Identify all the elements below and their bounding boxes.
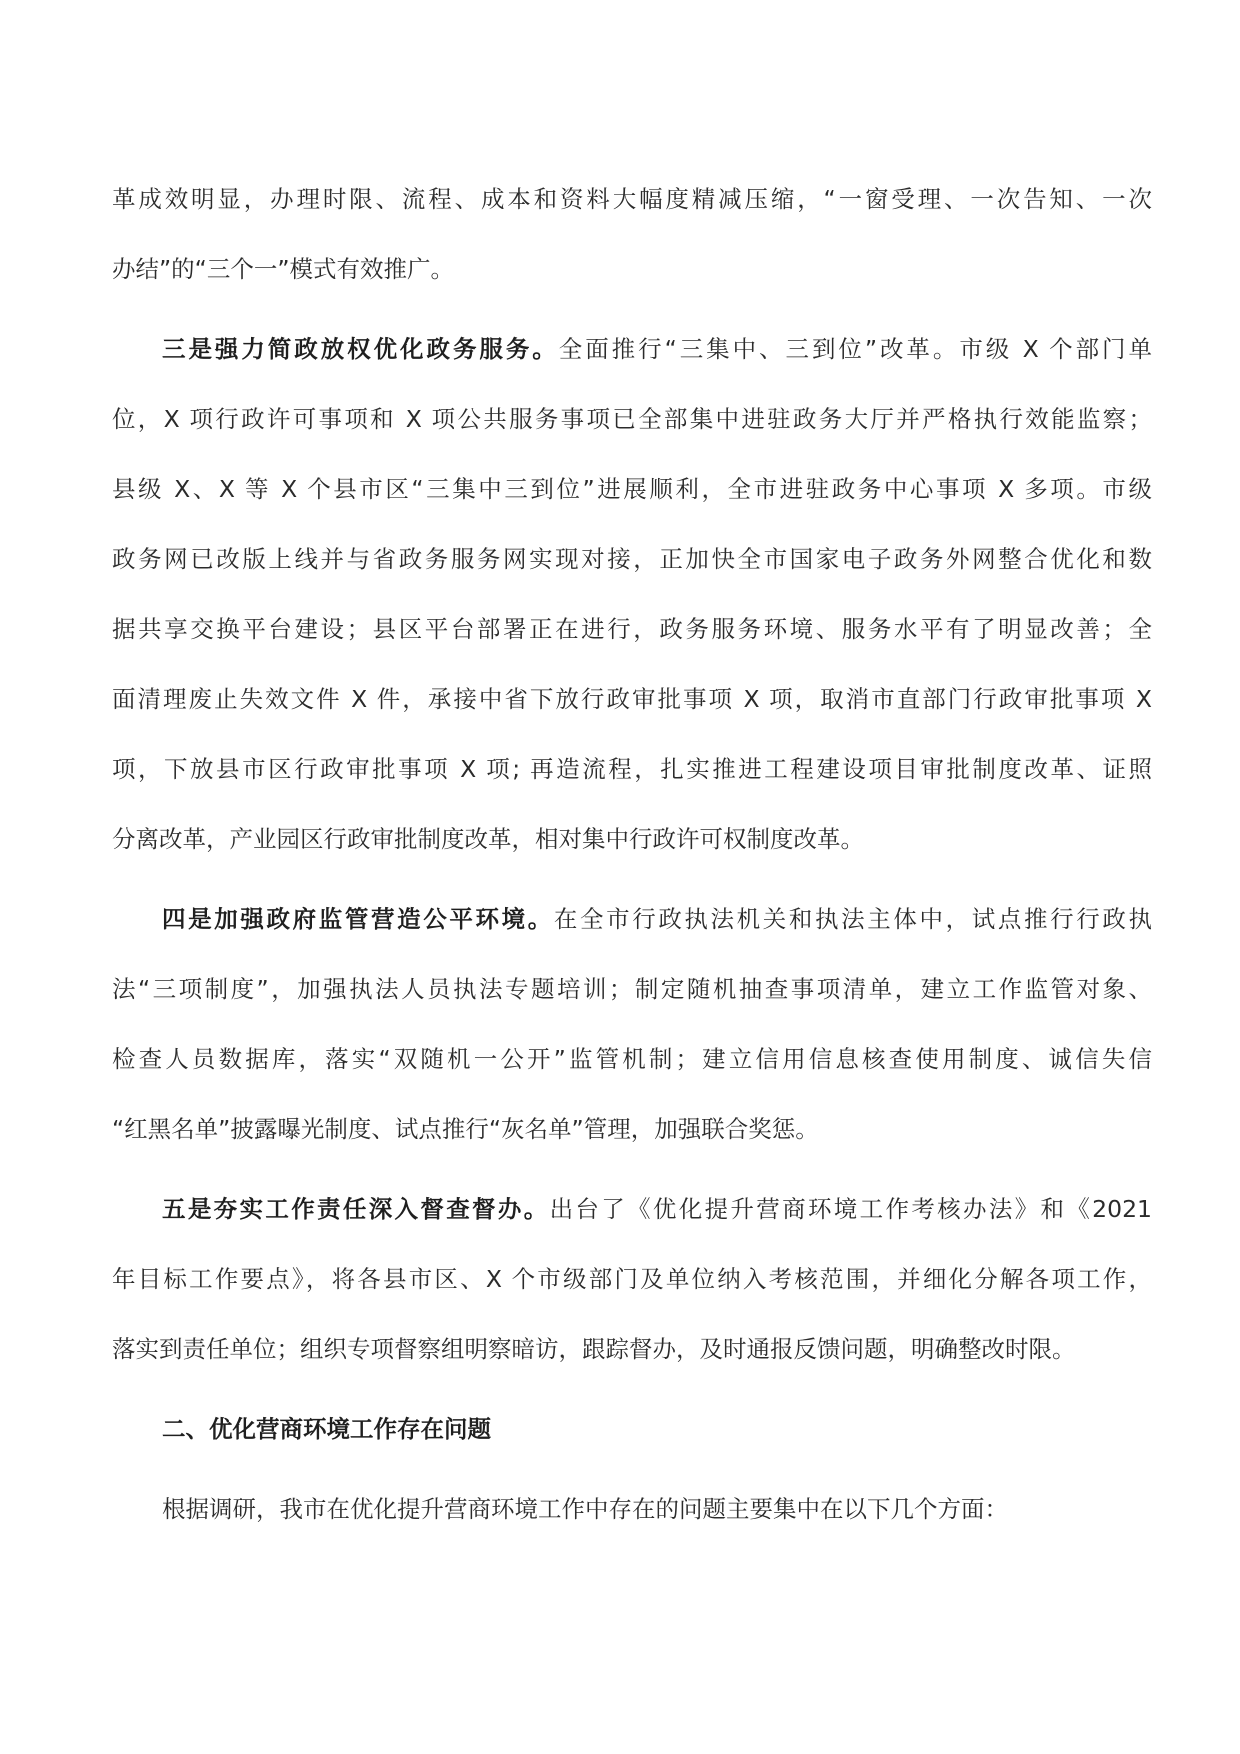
- paragraph-three: [112, 314, 1152, 874]
- text-run: 出台了《优化提升营商环境工作考核办法》和《2021: [549, 1195, 1152, 1223]
- document-page: [112, 164, 1152, 1544]
- text-run: 全面推行“三集中、三到位”改革。市级 X 个部门单: [558, 335, 1153, 363]
- text-line: 分离改革，产业园区行政审批制度改革，相对集中行政许可权制度改革。: [112, 825, 864, 853]
- text-run: 在全市行政执法机关和执法主体中，试点推行行政执: [553, 905, 1153, 933]
- text-line: 办结”的“三个一”模式有效推广。: [112, 255, 455, 283]
- text-line: 位，X 项行政许可事项和 X 项公共服务事项已全部集中进驻政务大厅并严格执行效能监察；: [112, 405, 1152, 433]
- text-line: 革成效明显，办理时限、流程、成本和资料大幅度精减压缩，“一窗受理、一次告知、一次: [112, 185, 1152, 213]
- text-line: 据共享交换平台建设；县区平台部署正在进行，政务服务环境、服务水平有了明显改善；全: [112, 615, 1152, 643]
- paragraph-lead: 五是夯实工作责任深入督查督办。: [162, 1195, 550, 1223]
- paragraph-intro: [112, 164, 1152, 304]
- text-line: 项，下放县市区行政审批事项 X 项; 再造流程，扎实推进工程建设项目审批制度改革、证照: [112, 755, 1152, 783]
- paragraph-lead: 四是加强政府监管营造公平环境。: [162, 905, 554, 933]
- text-line: [112, 1174, 1152, 1244]
- text-line: [112, 884, 1152, 954]
- text-line: 检查人员数据库，落实“双随机一公开”监管机制；建立信用信息核查使用制度、诚信失信: [112, 1045, 1152, 1073]
- text-line: 年目标工作要点》，将各县市区、X 个市级部门及单位纳入考核范围，并细化分解各项工作，: [112, 1265, 1152, 1293]
- text-line: 面清理废止失效文件 X 件，承接中省下放行政审批事项 X 项，取消市直部门行政审批事项 X: [112, 685, 1152, 713]
- text-line: 政务网已改版上线并与省政务服务网实现对接，正加快全市国家电子政务外网整合优化和数: [112, 545, 1152, 573]
- text-line: 县级 X、X 等 X 个县市区“三集中三到位”进展顺利，全市进驻政务中心事项 X 多项。市级: [112, 475, 1152, 503]
- text-line: 法“三项制度”，加强执法人员执法专题培训；制定随机抽查事项清单，建立工作监管对象、: [112, 975, 1152, 1003]
- section-heading-text: 二、优化营商环境工作存在问题: [162, 1415, 491, 1443]
- paragraph-lead: 三是强力简政放权优化政务服务。: [162, 335, 559, 363]
- text-line: [112, 314, 1152, 384]
- section-paragraph: 根据调研，我市在优化提升营商环境工作中存在的问题主要集中在以下几个方面：: [162, 1495, 1008, 1523]
- paragraph-four: [112, 884, 1152, 1164]
- section-heading: [112, 1394, 1152, 1464]
- text-line: “红黑名单”披露曝光制度、试点推行“灰名单”管理，加强联合奖惩。: [112, 1115, 819, 1143]
- text-line: 落实到责任单位；组织专项督察组明察暗访，跟踪督办，及时通报反馈问题，明确整改时限。: [112, 1335, 1076, 1363]
- paragraph-five: [112, 1174, 1152, 1384]
